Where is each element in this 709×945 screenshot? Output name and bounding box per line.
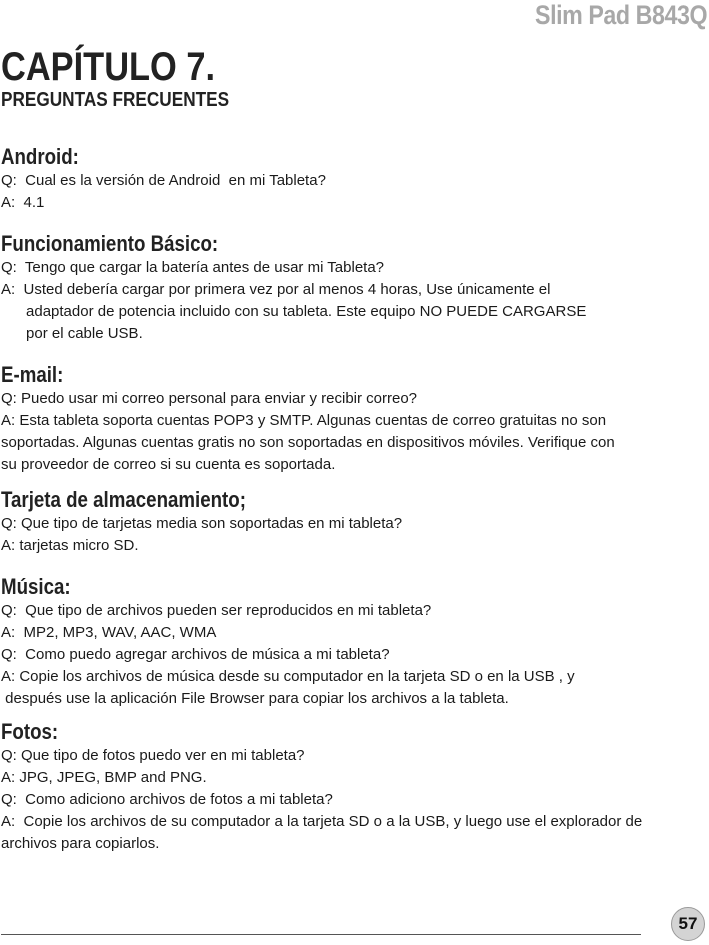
faq-answer: A: Copie los archivos de su computador a la tarjeta SD o a la USB, y luego use el explorador de [1,813,643,830]
faq-answer: A: tarjetas micro SD. [1,537,139,554]
section-heading: Música: [1,574,71,599]
faq-question: Q: Cual es la versión de Android en mi Tableta? [1,172,326,189]
page-number-badge: 57 [671,907,705,941]
faq-question: Q: Puedo usar mi correo personal para enviar y recibir correo? [1,390,418,407]
footer-divider [1,934,641,935]
chapter-subtitle: PREGUNTAS FRECUENTES [1,89,230,111]
faq-section-email [1,362,709,476]
faq-question: Q: Que tipo de fotos puedo ver en mi tableta? [1,747,305,764]
faq-question: Q: Que tipo de archivos pueden ser reproducidos en mi tableta? [1,602,432,619]
faq-answer: A: Esta tableta soporta cuentas POP3 y SMTP. Algunas cuentas de correo gratuitas no son [1,412,607,429]
faq-answer-continued: archivos para copiarlos. [1,835,160,852]
faq-answer-continued: después use la aplicación File Browser para copiar los archivos a la tableta. [1,690,509,707]
chapter-title: CAPÍTULO 7. [1,45,216,89]
faq-question: Q: Que tipo de tarjetas media son soportadas en mi tableta? [1,515,403,532]
section-heading: Android: [1,144,79,169]
faq-answer-continued: por el cable USB. [1,325,143,342]
faq-question: Q: Como adiciono archivos de fotos a mi tableta? [1,791,333,808]
faq-answer: A: Copie los archivos de música desde su computador en la tarjeta SD o en la USB , y [1,668,575,685]
faq-section-basic-operation [1,231,709,345]
faq-answer-continued: su proveedor de correo si su cuenta es soportada. [1,456,336,473]
faq-answer-continued: soportadas. Algunas cuentas gratis no son soportadas en dispositivos móviles. Verifique con [1,434,615,451]
section-heading: Tarjeta de almacenamiento; [1,487,246,512]
faq-answer: A: Usted debería cargar por primera vez por al menos 4 horas, Use únicamente el [1,281,551,298]
section-heading: Funcionamiento Básico: [1,231,219,256]
section-heading: E-mail: [1,362,64,387]
section-heading: Fotos: [1,719,59,744]
faq-answer: A: JPG, JPEG, BMP and PNG. [1,769,207,786]
faq-answer: A: MP2, MP3, WAV, AAC, WMA [1,624,217,641]
faq-answer: A: 4.1 [1,194,45,211]
faq-section-music [1,574,709,710]
faq-section-storage-card [1,487,709,557]
faq-question: Q: Tengo que cargar la batería antes de usar mi Tableta? [1,259,385,276]
faq-answer-continued: adaptador de potencia incluido con su tableta. Este equipo NO PUEDE CARGARSE [1,303,587,320]
brand-title: Slim Pad B843Q [534,0,707,30]
faq-section-photos [1,719,709,855]
faq-section-android [1,144,709,214]
faq-question: Q: Como puedo agregar archivos de música a mi tableta? [1,646,390,663]
